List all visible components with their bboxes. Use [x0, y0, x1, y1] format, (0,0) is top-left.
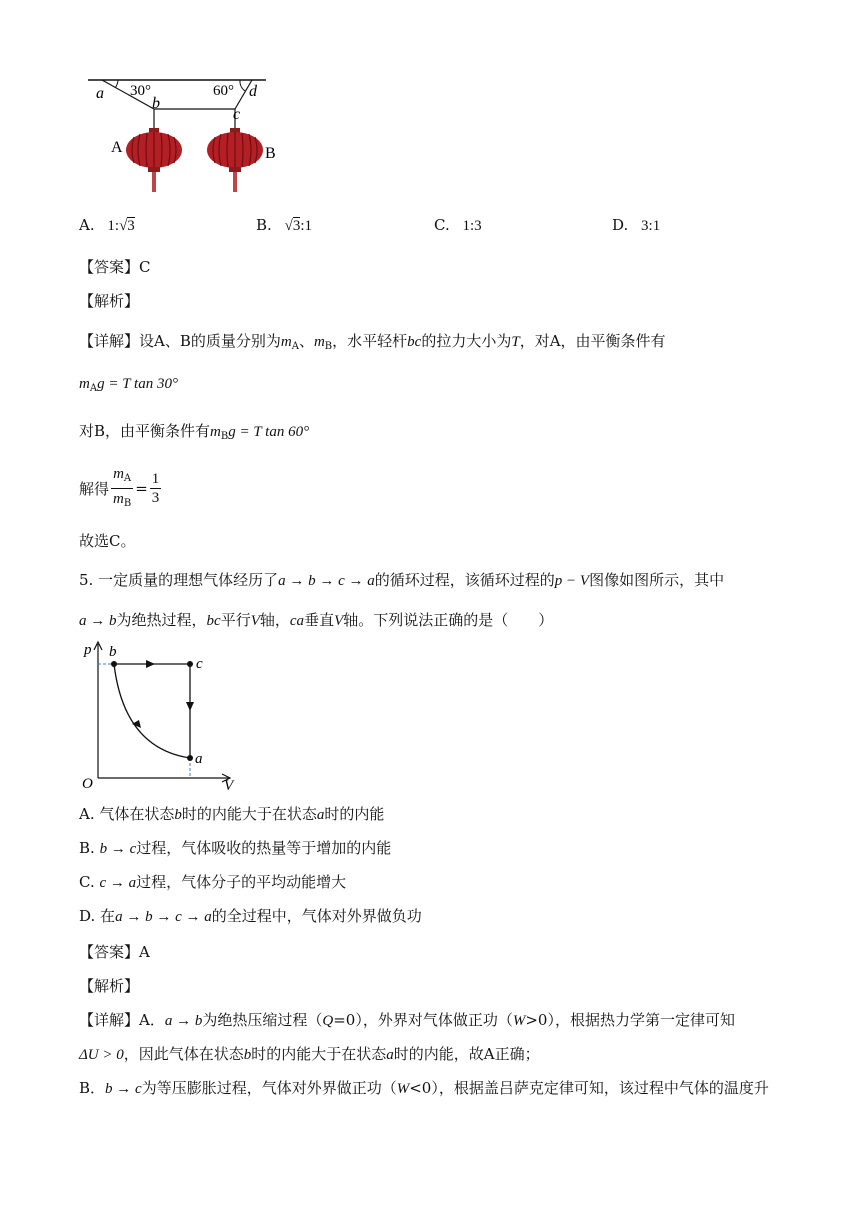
q5-stem-line1: 5. 一定质量的理想气体经历了a → b → c → a的循环过程，该循环过程的p − V图像如图所示，其中: [79, 571, 725, 589]
q5-detail-line2: ΔU > 0，因此气体在状态b时的内能大于在状态a时的内能，故A正确；: [79, 1045, 540, 1063]
label-lantern-B: B: [265, 145, 276, 162]
label-lantern-A: A: [111, 139, 123, 156]
state-a-point: [187, 755, 193, 761]
q4-option-c: C. 1:3: [434, 216, 482, 234]
q5-analysis-tag: 【解析】: [79, 977, 140, 995]
label-state-b: b: [109, 644, 117, 660]
pv-diagram: [80, 638, 240, 793]
q5-option-d: D. 在a → b → c → a的全过程中，气体对外界做负功: [79, 907, 422, 925]
q4-option-d: D. 3:1: [612, 216, 661, 234]
q4-equation-b: 对B，由平衡条件有$m_Bg = T$ tan 60°: [79, 422, 310, 442]
q4-detail-line: 【详解】设A、B的质量分别为$m_A$、$m_B$，水平轻杆bc的拉力大小为T，对A，由平衡条件有: [79, 332, 666, 352]
label-a: a: [96, 85, 104, 102]
q5-stem-line2: a → b为绝热过程，bc平行V轴，ca垂直V轴。下列说法正确的是（ ）: [79, 611, 554, 629]
label-state-c: c: [196, 656, 203, 672]
q5-detail-line3: B．b → c为等压膨胀过程，气体对外界做正功（W<0），根据盖吕萨克定律可知，该过程中气体的温度升: [79, 1079, 769, 1097]
q5-option-c: C. c → a过程，气体分子的平均动能增大: [79, 873, 347, 891]
label-origin: O: [82, 776, 93, 792]
label-angle-30: 30°: [130, 83, 151, 99]
lantern-a: [126, 128, 182, 192]
q5-option-a: A. 气体在状态b时的内能大于在状态a时的内能: [79, 805, 385, 823]
state-c-point: [187, 661, 193, 667]
q4-equation-a: $m_Ag = T$ tan 30°: [79, 376, 178, 394]
label-angle-60: 60°: [213, 83, 234, 99]
q5-answer: 【答案】A: [79, 943, 150, 961]
label-state-a: a: [195, 751, 203, 767]
label-d: d: [249, 83, 257, 100]
lantern-figure: [82, 72, 282, 200]
label-p: p: [84, 642, 92, 658]
q5-option-b: B. b → c过程，气体吸收的热量等于增加的内能: [79, 839, 392, 857]
q4-option-b: B. √3:1: [256, 216, 312, 234]
lantern-b: [207, 128, 263, 192]
q4-option-a: A. 1:√3: [79, 216, 135, 234]
q4-solution: 解得 $\frac{m_A}{m_B}$ = $\frac{1}{3}$: [79, 466, 160, 509]
q4-answer: 【答案】C: [79, 258, 151, 276]
q4-analysis-tag: 【解析】: [79, 292, 140, 310]
process-ab: [114, 664, 190, 758]
label-c: c: [233, 106, 241, 123]
state-b-point: [111, 661, 117, 667]
q5-detail-line1: 【详解】A．a → b为绝热压缩过程（Q=0），外界对气体做正功（W>0），根据热力学第一定律可知: [79, 1011, 735, 1029]
q4-choose: 故选C。: [79, 532, 136, 550]
label-b: b: [152, 95, 160, 112]
label-v: V: [224, 778, 234, 793]
